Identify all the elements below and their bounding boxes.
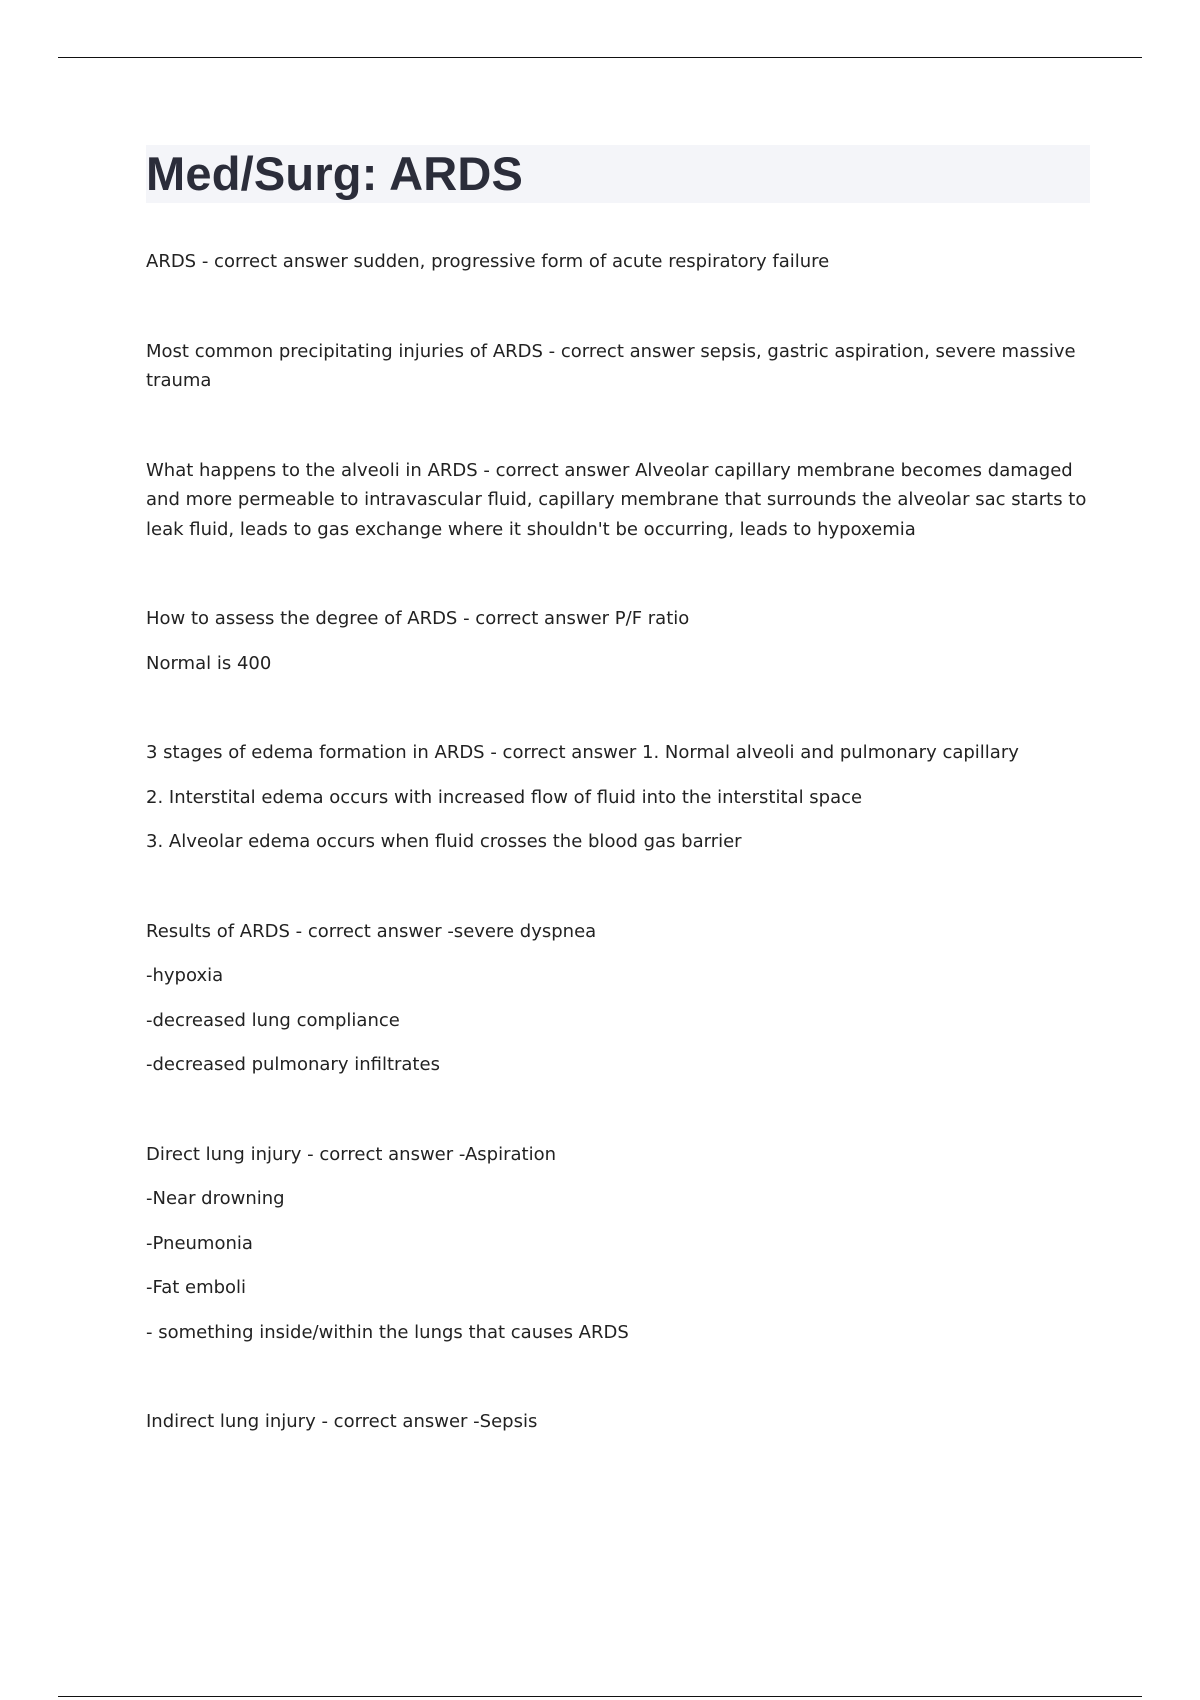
- flashcard-entry: [146, 1407, 1090, 1437]
- page-title: Med/Surg: ARDS: [146, 147, 524, 200]
- flashcard-entry: [146, 917, 1090, 1080]
- top-rule: [58, 57, 1142, 58]
- entry-text: 3. Alveolar edema occurs when fluid crosses the blood gas barrier: [146, 831, 742, 852]
- flashcard-entry: [146, 604, 1090, 678]
- entry-text: -hypoxia: [146, 965, 224, 986]
- entry-text: Normal is 400: [146, 652, 272, 674]
- bottom-rule: [58, 1696, 1142, 1697]
- entry-text: Results of ARDS - correct answer -severe dyspnea: [146, 920, 597, 942]
- flashcard-entry: [146, 337, 1090, 396]
- entry-text: 2. Interstital edema occurs with increased flow of fluid into the interstital space: [146, 786, 863, 808]
- entry-text: Indirect lung injury - correct answer -Sepsis: [146, 1411, 538, 1432]
- flashcard-entry: [146, 1140, 1090, 1348]
- entry-text: -Near drowning: [146, 1188, 285, 1209]
- entry-text: 3 stages of edema formation in ARDS - correct answer 1. Normal alveoli and pulmonary capillary: [146, 742, 1019, 763]
- flashcard-entry: [146, 456, 1090, 545]
- entry-text: ARDS - correct answer sudden, progressive form of acute respiratory failure: [146, 251, 830, 272]
- entry-text: Most common precipitating injuries of ARDS - correct answer sepsis, gastric aspiration, severe massive trauma: [146, 340, 1076, 391]
- flashcard-list: [146, 247, 1090, 1497]
- entry-text: - something inside/within the lungs that causes ARDS: [146, 1321, 629, 1343]
- entry-text: -decreased lung compliance: [146, 1009, 400, 1031]
- title-banner: [146, 145, 1090, 203]
- flashcard-entry: [146, 738, 1090, 857]
- flashcard-entry: [146, 247, 1090, 277]
- entry-text: -Fat emboli: [146, 1277, 247, 1298]
- entry-text: Direct lung injury - correct answer -Aspiration: [146, 1143, 557, 1165]
- entry-text: How to assess the degree of ARDS - correct answer P/F ratio: [146, 608, 690, 629]
- entry-text: What happens to the alveoli in ARDS - correct answer Alveolar capillary membrane becomes damaged and more permeable to intravascular fluid, capillary membrane that surrounds the alveolar sac starts to leak fluid, leads to gas exchange where it shouldn't be occurring, leads to hypoxemia: [146, 459, 1087, 540]
- entry-text: -Pneumonia: [146, 1232, 253, 1254]
- entry-text: -decreased pulmonary infiltrates: [146, 1054, 440, 1075]
